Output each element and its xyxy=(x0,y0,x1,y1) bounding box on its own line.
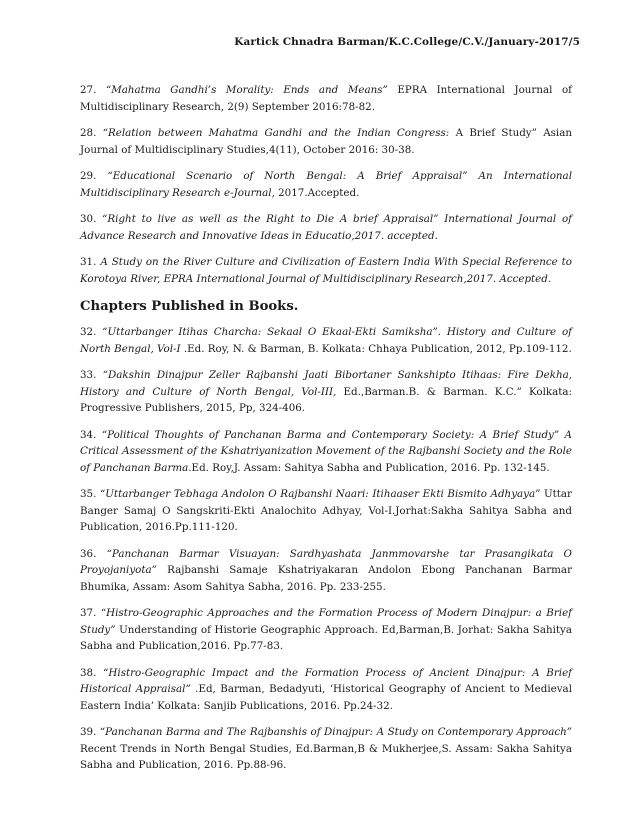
list-item xyxy=(80,168,572,201)
list-item xyxy=(80,211,572,244)
entry-title: “Right to live as well as the Right to Die A brief Appraisal” International Journal of Advance Research and Innovative Ideas in Educatio,2017. accepted. xyxy=(80,213,572,242)
entry-number: 33. xyxy=(80,369,97,381)
entry-title: “Uttarbanger Itihas Charcha: Sekaal O Ekaal-Ekti Samiksha”. History and Culture of North Bengal, Vol-I xyxy=(80,326,572,355)
list-item xyxy=(80,427,572,477)
entry-details: 2017.Accepted. xyxy=(274,186,360,199)
entry-title: “Political Thoughts of Panchanan Barma and Contemporary Society: A Brief Study” A Critical Assessment of the Kshatriyanization Movement of the Rajbanshi Society and the Role of Panchanan Barma. xyxy=(80,428,572,474)
entry-title: “Uttarbanger Tebhaga Andolon O Rajbanshi Naari: Itihaaser Ekti Bismito Adhyaya” xyxy=(99,488,541,500)
entry-details: Ed.,Barman.B. & Barman. K.C.” Kolkata: Progressive Publishers, 2015, Pp, 324-406. xyxy=(80,385,572,414)
entry-title: “Mahatma Gandhi’s Morality: Ends and Means” xyxy=(105,84,388,96)
entry-number: 32. xyxy=(80,326,97,338)
list-item xyxy=(80,82,572,115)
list-item xyxy=(80,324,572,357)
list-item xyxy=(80,724,572,774)
list-item xyxy=(80,546,572,596)
entry-number: 35. xyxy=(80,488,97,500)
entry-number: 27. xyxy=(80,84,97,96)
entry-details: A Brief Study” Asian Journal of Multidisciplinary Studies,4(11), October 2016: 30-38. xyxy=(80,127,572,156)
entry-details: Uttar Banger Samaj O Sangskriti-Ekti Analochito Adhyay, Vol-I.Jorhat:Sakha Sahitya Sabha and Publication, 2016.Pp.111-120. xyxy=(80,488,572,533)
entry-details: Recent Trends in North Bengal Studies, Ed.Barman,B & Mukherjee,S. Assam: Sakha Sahitya Sabha and Publication, 2016. Pp.88-96. xyxy=(80,742,572,771)
list-item xyxy=(80,605,572,655)
entry-title: “Educational Scenario of North Bengal: A Brief Appraisal” An International Multidisciplinary Research e-Journal, xyxy=(80,170,572,199)
page-header: Kartick Chnadra Barman/K.C.College/C.V./January-2017/5 xyxy=(234,36,580,48)
entry-number: 38. xyxy=(80,666,97,679)
entry-number: 39. xyxy=(80,726,97,738)
entry-title: A Study on the River Culture and Civilization of Eastern India With Special Reference to Korotoya River, EPRA International Journal of Multidisciplinary Research,2017. Accepted. xyxy=(80,256,572,285)
entry-number: 37. xyxy=(80,607,97,619)
entry-details: Rajbanshi Samaje Kshatriyakaran Andolon Ebong Panchanan Barmar Bhumika, Assam: Asom Sahitya Sabha, 2016. Pp. 233-255. xyxy=(80,564,572,593)
entry-number: 34. xyxy=(80,428,97,441)
publication-list xyxy=(80,82,572,784)
entry-number: 31. xyxy=(80,256,97,268)
entry-number: 30. xyxy=(80,213,97,225)
entry-title: “Histro-Geographic Approaches and the Formation Process of Modern Dinajpur: a Brief Study” xyxy=(80,607,572,636)
entry-title: “Panchanan Barma and The Rajbanshis of Dinajpur: A Study on Contemporary Approach” xyxy=(99,726,572,738)
entry-number: 36. xyxy=(80,547,97,560)
entry-title: “Panchanan Barmar Visuayan: Sardhyashata Janmmovarshe tar Prasangikata O Proyojaniyota” xyxy=(80,547,572,576)
list-item xyxy=(80,665,572,715)
list-item xyxy=(80,367,572,417)
entry-details: .Ed, Barman, Bedadyuti, ‘Historical Geography of Ancient to Medieval Eastern India’ Kolkata: Sanjib Publications, 2016. Pp.24-32. xyxy=(80,683,572,712)
entry-title: “Histro-Geographic Impact and the Formation Process of Ancient Dinajpur: A Brief Historical Appraisal” xyxy=(80,666,572,695)
entry-details: .Ed. Roy, N. & Barman, B. Kolkata: Chhaya Publication, 2012, Pp.109-112. xyxy=(180,342,572,355)
entry-number: 28. xyxy=(80,127,97,139)
list-item xyxy=(80,254,572,287)
entry-details: Understanding of Historie Geographic Approach. Ed,Barman,B. Jorhat: Sakha Sahitya Sabha and Publication,2016. Pp.77-83. xyxy=(80,623,572,652)
entry-title: “Dakshin Dinajpur Zeller Rajbanshi Jaati Bibortaner Sankshipto Itihaas: Fire Dekha, History and Culture of North Bengal, Vol-III, xyxy=(80,369,572,398)
entry-details: EPRA International Journal of Multidisciplinary Research, 2(9) September 2016:78-82. xyxy=(80,84,572,113)
list-item xyxy=(80,486,572,536)
entry-number: 29. xyxy=(80,170,97,182)
list-item xyxy=(80,125,572,158)
entry-details: Ed. Roy,J. Assam: Sahitya Sabha and Publication, 2016. Pp. 132-145. xyxy=(191,461,550,474)
section-heading-chapters: Chapters Published in Books. xyxy=(80,299,299,314)
entry-title: “Relation between Mahatma Gandhi and the Indian Congress: xyxy=(102,127,450,139)
